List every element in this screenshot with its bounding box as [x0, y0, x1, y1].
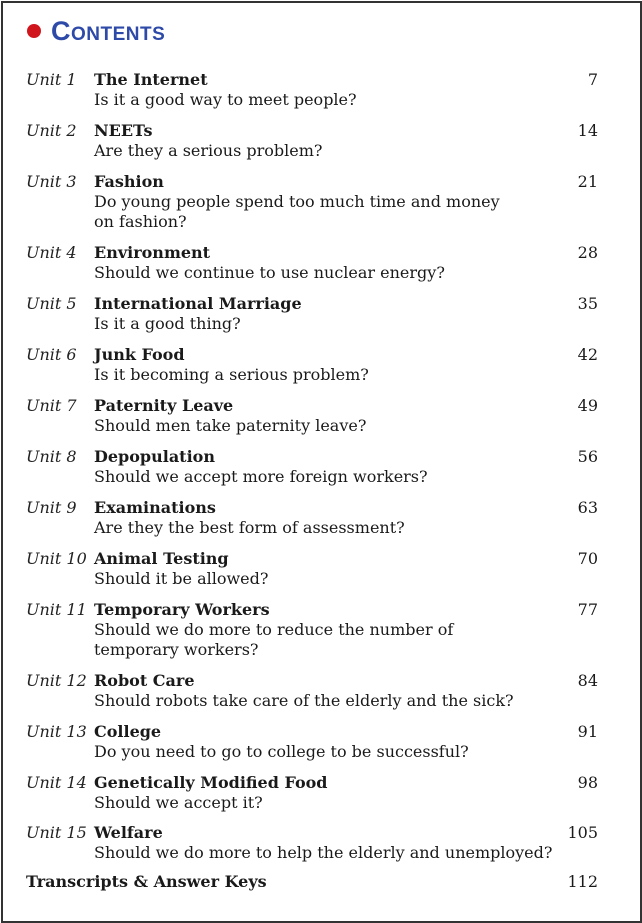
unit-number: Unit 4	[26, 243, 77, 262]
unit-title: Temporary Workers	[94, 600, 270, 619]
unit-question: Should we continue to use nuclear energy?	[94, 263, 445, 282]
unit-question: Is it a good way to meet people?	[94, 90, 357, 109]
page-number: 70	[577, 549, 598, 568]
page-number: 7	[587, 70, 598, 89]
unit-number: Unit 12	[26, 671, 87, 690]
unit-number: Unit 7	[26, 396, 77, 415]
page-number: 112	[567, 872, 598, 891]
page-number: 63	[577, 498, 598, 517]
unit-number: Unit 15	[26, 823, 87, 842]
page-number: 28	[577, 243, 598, 262]
page-title: Contents	[51, 15, 166, 46]
unit-question: Should it be allowed?	[94, 569, 269, 588]
unit-number: Unit 1	[26, 70, 77, 89]
page-number: 14	[577, 121, 598, 140]
transcripts-title: Transcripts & Answer Keys	[26, 872, 267, 891]
unit-title: Fashion	[94, 172, 164, 191]
page-number: 84	[577, 671, 598, 690]
page-number: 42	[577, 345, 598, 364]
unit-title: Paternity Leave	[94, 396, 234, 415]
unit-number: Unit 8	[26, 447, 77, 466]
unit-number: Unit 14	[26, 773, 87, 792]
unit-number: Unit 6	[26, 345, 77, 364]
unit-title: Genetically Modified Food	[94, 773, 328, 792]
unit-number: Unit 13	[26, 722, 87, 741]
unit-title: Junk Food	[94, 345, 185, 364]
unit-title: Examinations	[94, 498, 216, 517]
page-number: 105	[567, 823, 598, 842]
unit-number: Unit 2	[26, 121, 77, 140]
unit-title: NEETs	[94, 121, 153, 140]
page-number: 56	[577, 447, 598, 466]
unit-question: Is it becoming a serious problem?	[94, 365, 369, 384]
unit-number: Unit 11	[26, 600, 87, 619]
unit-question: Do you need to go to college to be successful?	[94, 742, 469, 761]
unit-question: Should robots take care of the elderly and the sick?	[94, 691, 514, 710]
unit-title: Animal Testing	[94, 549, 229, 568]
unit-number: Unit 9	[26, 498, 77, 517]
unit-question: Should we accept it?	[94, 793, 263, 812]
unit-title: College	[94, 722, 162, 741]
page-number: 98	[577, 773, 598, 792]
unit-question: Is it a good thing?	[94, 314, 241, 333]
page-number: 49	[577, 396, 598, 415]
unit-number: Unit 10	[26, 549, 87, 568]
unit-question: Should we do more to reduce the number of temporary workers?	[94, 620, 454, 659]
unit-question: Do young people spend too much time and money on fashion?	[94, 192, 500, 231]
page-number: 21	[577, 172, 598, 191]
unit-question: Are they a serious problem?	[94, 141, 323, 160]
page-number: 77	[577, 600, 598, 619]
page-number: 35	[577, 294, 598, 313]
unit-number: Unit 3	[26, 172, 77, 191]
unit-question: Are they the best form of assessment?	[94, 518, 405, 537]
unit-title: The Internet	[94, 70, 208, 89]
unit-title: Robot Care	[94, 671, 195, 690]
page-number: 91	[577, 722, 598, 741]
unit-title: Welfare	[94, 823, 163, 842]
unit-number: Unit 5	[26, 294, 77, 313]
unit-question: Should we accept more foreign workers?	[94, 467, 428, 486]
unit-title: International Marriage	[94, 294, 302, 313]
unit-question: Should men take paternity leave?	[94, 416, 367, 435]
unit-question: Should we do more to help the elderly and unemployed?	[94, 843, 553, 862]
unit-title: Depopulation	[94, 447, 215, 466]
unit-title: Environment	[94, 243, 211, 262]
